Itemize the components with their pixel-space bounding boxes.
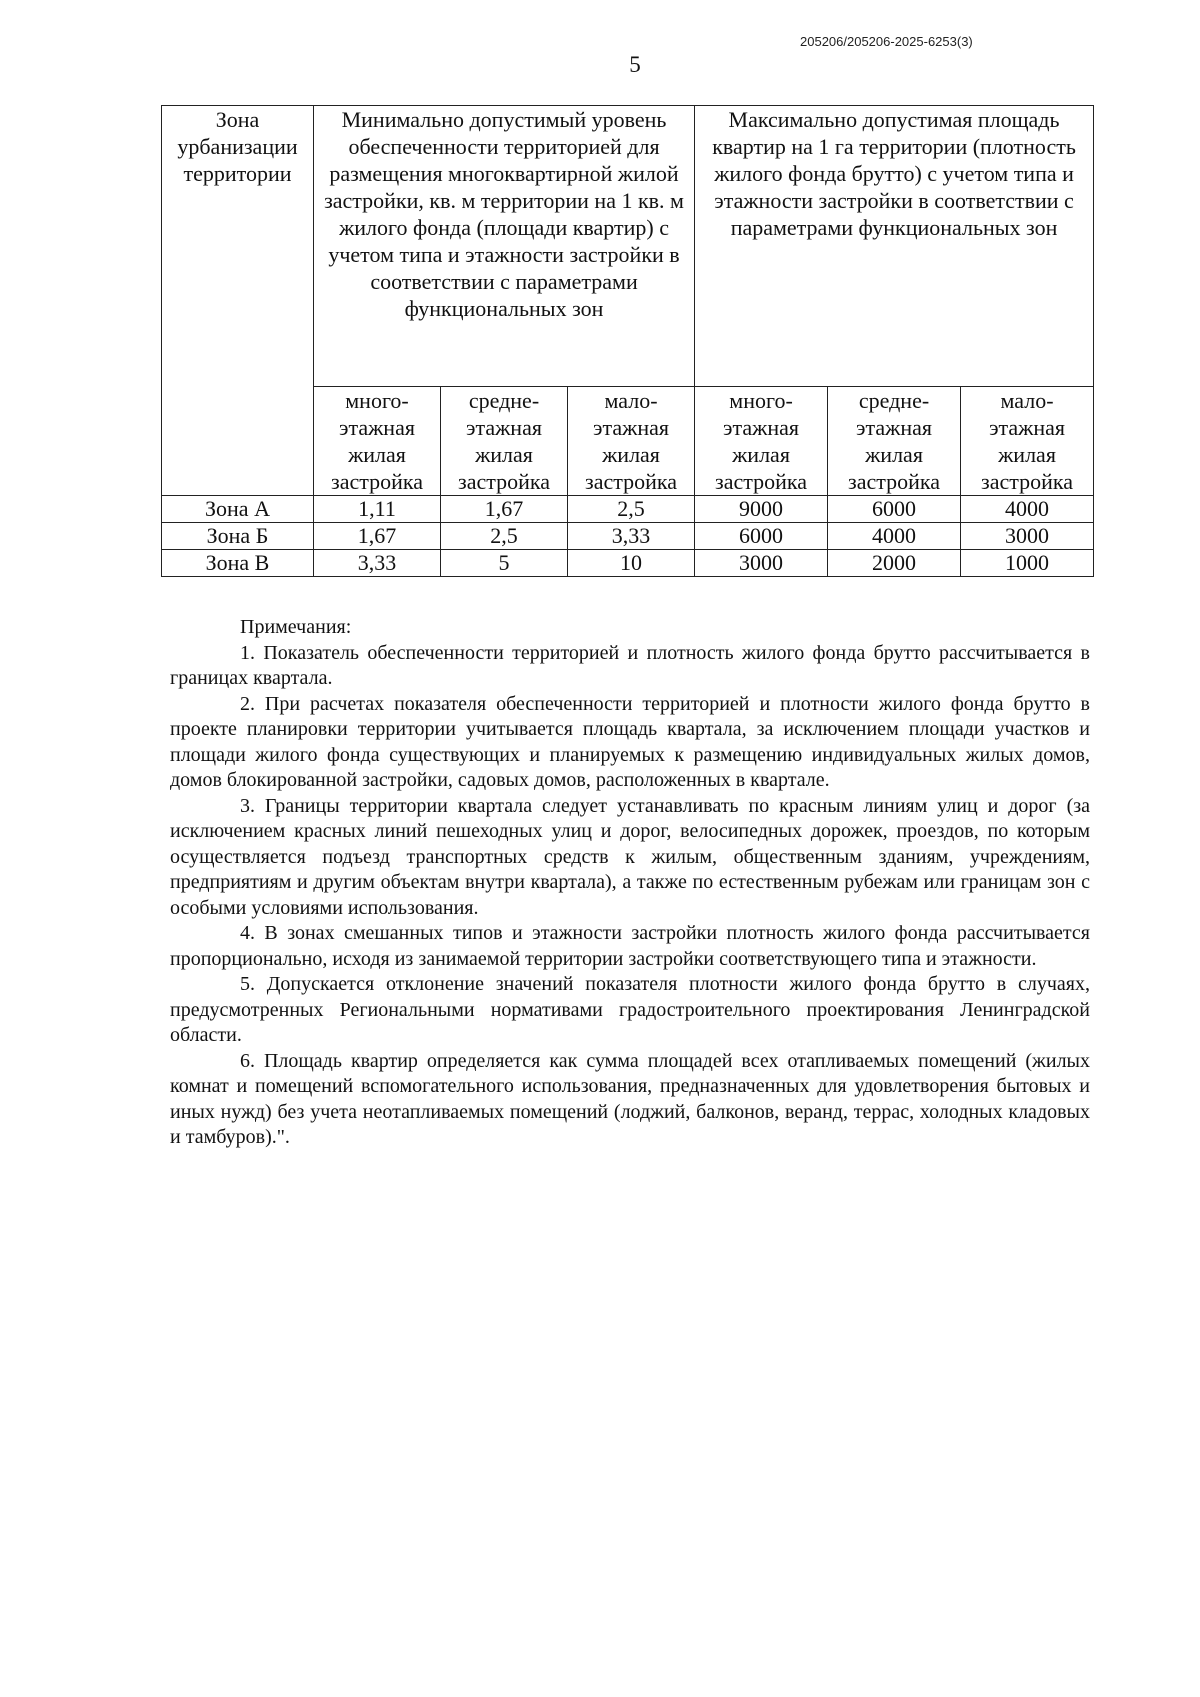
table-cell: 6000 <box>695 523 828 550</box>
table-row <box>162 550 1094 577</box>
subheader-cell: много-этажная жилая застройка <box>314 387 441 496</box>
table-cell: 3,33 <box>314 550 441 577</box>
page-number: 5 <box>629 52 641 77</box>
table-cell: 5 <box>441 550 568 577</box>
note-item: 5. Допускается отклонение значений показателя плотности жилого фонда брутто в случаях, предусмотренных Региональными нормативами градостроительного проектирования Ленинградской области. <box>170 973 1090 1046</box>
subheader-cell: много-этажная жилая застройка <box>695 387 828 496</box>
table-cell: 9000 <box>695 496 828 523</box>
note-item: 2. При расчетах показателя обеспеченности территорией и плотности жилого фонда брутто в проекте планировки территории учитывается площадь квартала, за исключением площади участков и площади жилого фонда существующих и планируемых к размещению индивидуальных жилых домов, домов блокированной застройки, садовых домов, расположенных в квартале. <box>170 692 1090 791</box>
zone-label: Зона В <box>162 550 314 577</box>
norms-table <box>161 105 1094 577</box>
note-item: 3. Границы территории квартала следует устанавливать по красным линиям улиц и дорог (за исключением красных линий пешеходных улиц и дорог, велосипедных дорожек, проездов, по которым осуществляется подъезд транспортных средств к жилым, общественным зданиям, учреждениям, предприятиям и другим объектам внутри квартала), а также по естественным рубежам или границам зон с особыми условиями использования. <box>170 794 1090 919</box>
table-cell: 2,5 <box>441 523 568 550</box>
table-cell: 10 <box>568 550 695 577</box>
table-row <box>162 496 1094 523</box>
table-header-row <box>162 106 1094 387</box>
table-cell: 2,5 <box>568 496 695 523</box>
note-item: 4. В зонах смешанных типов и этажности застройки плотность жилого фонда рассчитывается пропорционально, исходя из занимаемой территории застройки соответствующего типа и этажности. <box>170 922 1090 970</box>
table-cell: 4000 <box>828 523 961 550</box>
subheader-cell: мало-этажная жилая застройка <box>961 387 1094 496</box>
note-item: 6. Площадь квартир определяется как сумма площадей всех отапливаемых помещений (жилых комнат и помещений вспомогательного использования, предназначенных для удовлетворения бытовых и иных нужд) без учета неотапливаемых помещений (лоджий, балконов, веранд, террас, холодных кладовых и тамбуров).". <box>170 1049 1090 1148</box>
notes-section <box>170 615 1090 1151</box>
table-cell: 2000 <box>828 550 961 577</box>
header-max-area: Максимально допустимая площадь квартир на 1 га территории (плотность жилого фонда брутто) с учетом типа и этажности застройки в соответствии с параметрами функциональных зон <box>695 106 1094 387</box>
zone-label: Зона А <box>162 496 314 523</box>
table-cell: 3,33 <box>568 523 695 550</box>
table-cell: 4000 <box>961 496 1094 523</box>
table-cell: 3000 <box>961 523 1094 550</box>
zone-label: Зона Б <box>162 523 314 550</box>
subheader-cell: средне-этажная жилая застройка <box>441 387 568 496</box>
notes-title: Примечания: <box>240 616 352 638</box>
table-cell: 6000 <box>828 496 961 523</box>
table-row <box>162 523 1094 550</box>
table-cell: 1,67 <box>441 496 568 523</box>
table-cell: 1,11 <box>314 496 441 523</box>
document-id: 205206/205206-2025-6253(3) <box>800 34 973 49</box>
table-cell: 1000 <box>961 550 1094 577</box>
table-cell: 3000 <box>695 550 828 577</box>
header-min-level: Минимально допустимый уровень обеспеченности территорией для размещения многоквартирной жилой застройки, кв. м территории на 1 кв. м жилого фонда (площади квартир) с учетом типа и этажности застройки в соответствии с параметрами функциональных зон <box>314 106 695 387</box>
note-item: 1. Показатель обеспеченности территорией и плотность жилого фонда брутто рассчитывается в границах квартала. <box>170 641 1090 689</box>
subheader-cell: мало-этажная жилая застройка <box>568 387 695 496</box>
subheader-cell: средне-этажная жилая застройка <box>828 387 961 496</box>
table-cell: 1,67 <box>314 523 441 550</box>
header-zone: Зона урбанизации территории <box>162 106 314 496</box>
